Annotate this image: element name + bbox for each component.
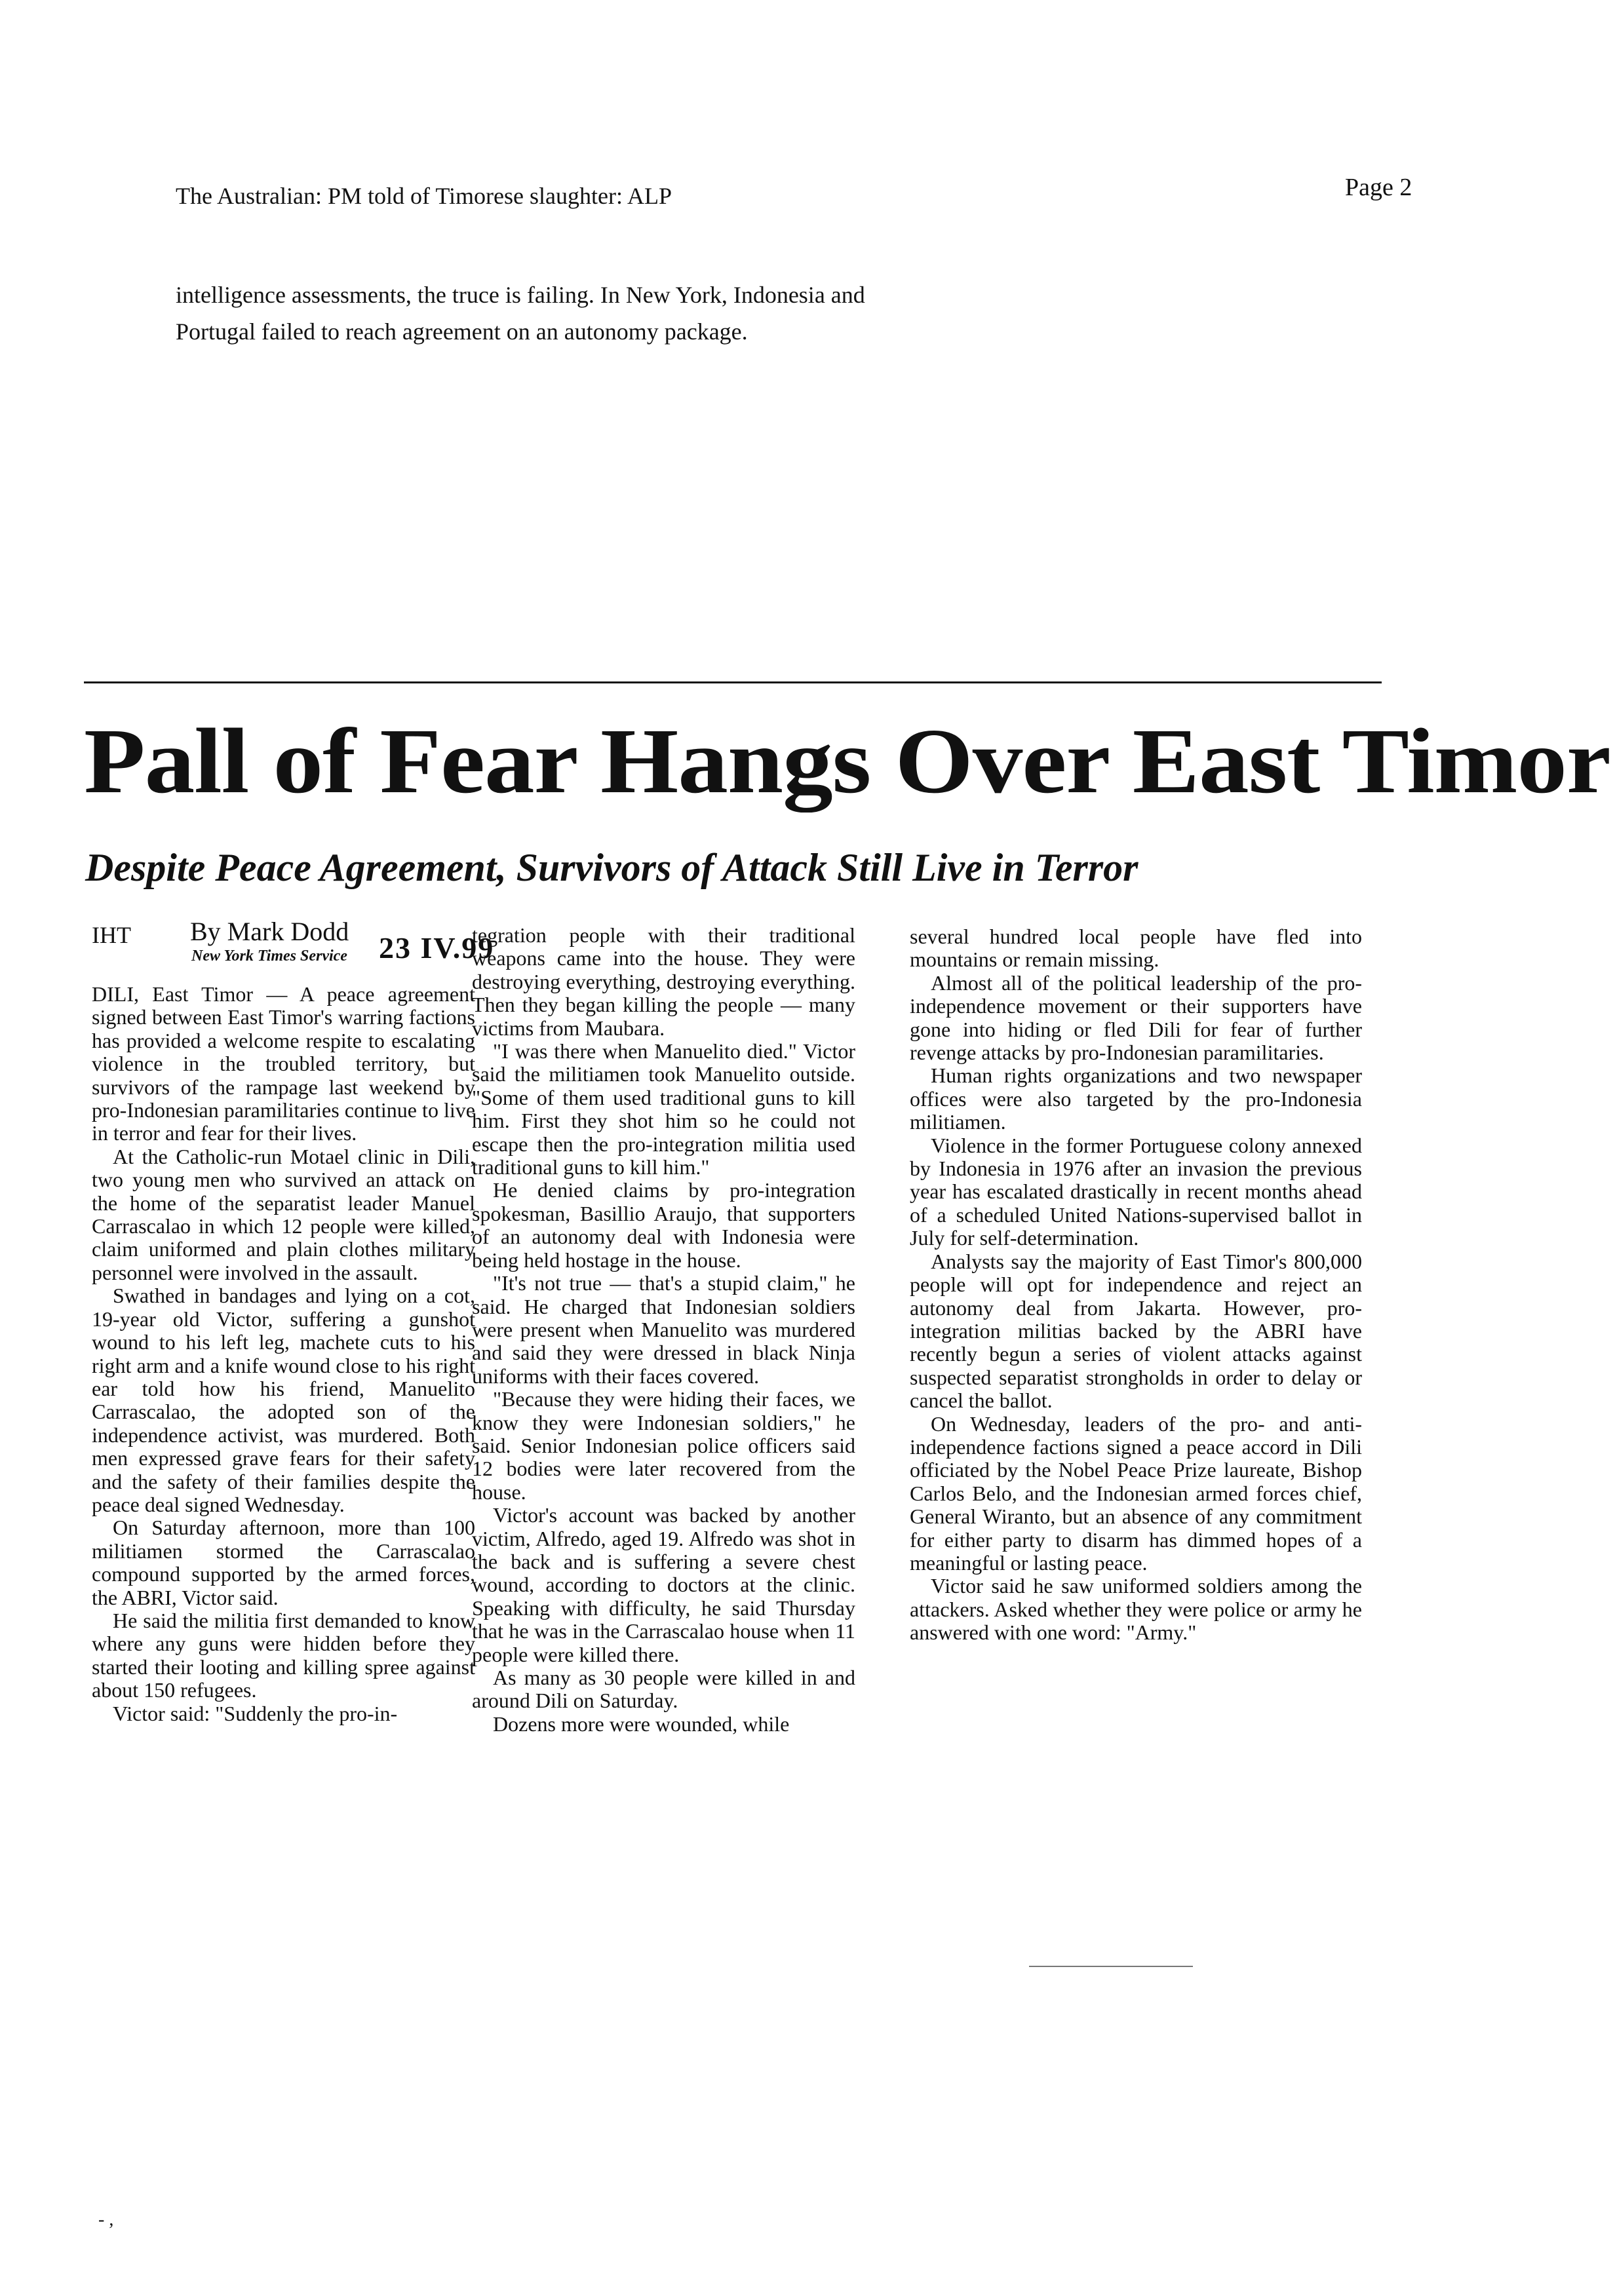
paragraph: He denied claims by pro-integration spokesman, Basillio Araujo, that supporters of an autonomy deal with Indonesia were being held hostage in the house. (472, 1178, 855, 1272)
paragraph: Victor said he saw uniformed soldiers among the attackers. Asked whether they were police or army he answered with one word: "Army." (910, 1574, 1362, 1645)
article-column-1 (92, 983, 475, 1725)
paragraph: DILI, East Timor — A peace agreement signed between East Timor's warring factions has provided a welcome respite to escalating violence in the troubled territory, but survivors of the rampage last weekend by pro-Indonesian paramilitaries continue to live in terror and fear for their lives. (92, 982, 475, 1145)
document-source-title: The Australian: PM told of Timorese slaughter: ALP (176, 183, 672, 209)
paragraph: "Because they were hiding their faces, we know they were Indonesian soldiers," he said. Senior Indonesian police officers said 12 bodies were later recovered from the house. (472, 1387, 855, 1504)
paragraph: Analysts say the majority of East Timor's 800,000 people will opt for independence and reject an autonomy deal from Jakarta. However, pro-integration militias backed by the ABRI have recently begun a series of violent attacks against suspected separatist strongholds in order to delay or cancel the ballot. (910, 1249, 1362, 1413)
paragraph: At the Catholic-run Motael clinic in Dili, two young men who survived an attack on the home of the separatist leader Manuel Carrascalao in which 12 people were killed, claim uniformed and plain clothes military personnel were involved in the assault. (92, 1144, 475, 1284)
article-column-3 (910, 925, 1362, 1645)
intro-text (176, 277, 1028, 350)
paragraph: Victor's account was backed by another victim, Alfredo, aged 19. Alfredo was shot in the back and is suffering a severe chest wound, according to doctors at the clinic. Speaking with difficulty, he said Thursday that he was in the Carrascalao house when 11 people were killed there. (472, 1503, 855, 1666)
intro-line-2: Portugal failed to reach agreement on an autonomy package. (176, 318, 748, 345)
paragraph: Human rights organizations and two newspaper offices were also targeted by the pro-Indonesia militiamen. (910, 1063, 1362, 1134)
handwritten-date: 23 IV.99 (379, 931, 495, 965)
paragraph: Dozens more were wounded, while (493, 1712, 790, 1736)
paragraph: Violence in the former Portuguese colony annexed by Indonesia in 1976 after an invasion the previous year has escalated drastically in recent months ahead of a scheduled United Nations-supervised ballot in July for self-determination. (910, 1133, 1362, 1250)
top-rule (84, 681, 1382, 683)
article-headline: Pall of Fear Hangs Over East Timor (84, 709, 1610, 813)
paragraph: He said the militia first demanded to know where any guns were hidden before they started their looting and killing spree against about 150 refugees. (92, 1608, 475, 1702)
paragraph: tegration people with their traditional weapons came into the house. They were destroying everything, destroying everything. Then they began killing the people — many victims from Maubara. (472, 923, 855, 1040)
paragraph: Swathed in bandages and lying on a cot, 19-year old Victor, suffering a gunshot wound to his left leg, machete cuts to his right arm and a knife wound close to his right ear told how his friend, Manuelito Carrascalao, the adopted son of the independence activist, was murdered. Both men expressed grave fears for their safety and the safety of their families despite the peace deal signed Wednesday. (92, 1284, 475, 1516)
paragraph: "I was there when Manuelito died." Victor said the militiamen took Manuelito outside. "Some of them used traditional guns to kill him. First they shot him so he could not escape then the pro-integration militia used traditional guns to kill him." (472, 1039, 855, 1179)
paragraph: Victor said: "Suddenly the pro-in- (113, 1701, 398, 1725)
paragraph: On Wednesday, leaders of the pro- and anti-independence factions signed a peace accord in Dili officiated by the Nobel Peace Prize laureate, Bishop Carlos Belo, and the Indonesian armed forces chief, General Wiranto, but an absence of any commitment for either party to disarm has dimmed hopes of a meaningful or lasting peace. (910, 1411, 1362, 1575)
paragraph: On Saturday afternoon, more than 100 militiamen stormed the Carrascalao compound supported by the armed forces, the ABRI, Victor said. (92, 1516, 475, 1609)
news-service: New York Times Service (191, 947, 347, 965)
bottom-rule (1029, 1966, 1193, 1967)
paragraph: several hundred local people have fled into mountains or remain missing. (910, 925, 1362, 972)
publication-kicker: IHT (92, 922, 131, 948)
paragraph: Almost all of the political leadership of the pro-independence movement or their supporters have gone into hiding or fled Dili for fear of further revenge attacks by pro-Indonesian paramilitaries. (910, 970, 1362, 1065)
paragraph: As many as 30 people were killed in and around Dili on Saturday. (472, 1666, 855, 1713)
byline: By Mark Dodd (190, 917, 349, 946)
paragraph: "It's not true — that's a stupid claim," he said. He charged that Indonesian soldiers were present when Manuelito was murdered and said they were dressed in black Ninja uniforms with their faces covered. (472, 1271, 855, 1388)
page-number: Page 2 (1345, 174, 1412, 201)
article-subhead: Despite Peace Agreement, Survivors of Attack Still Live in Terror (85, 846, 1138, 889)
intro-line-1: intelligence assessments, the truce is failing. In New York, Indonesia and (176, 282, 865, 308)
article-column-2 (472, 924, 855, 1736)
margin-mark: - , (98, 2210, 114, 2230)
